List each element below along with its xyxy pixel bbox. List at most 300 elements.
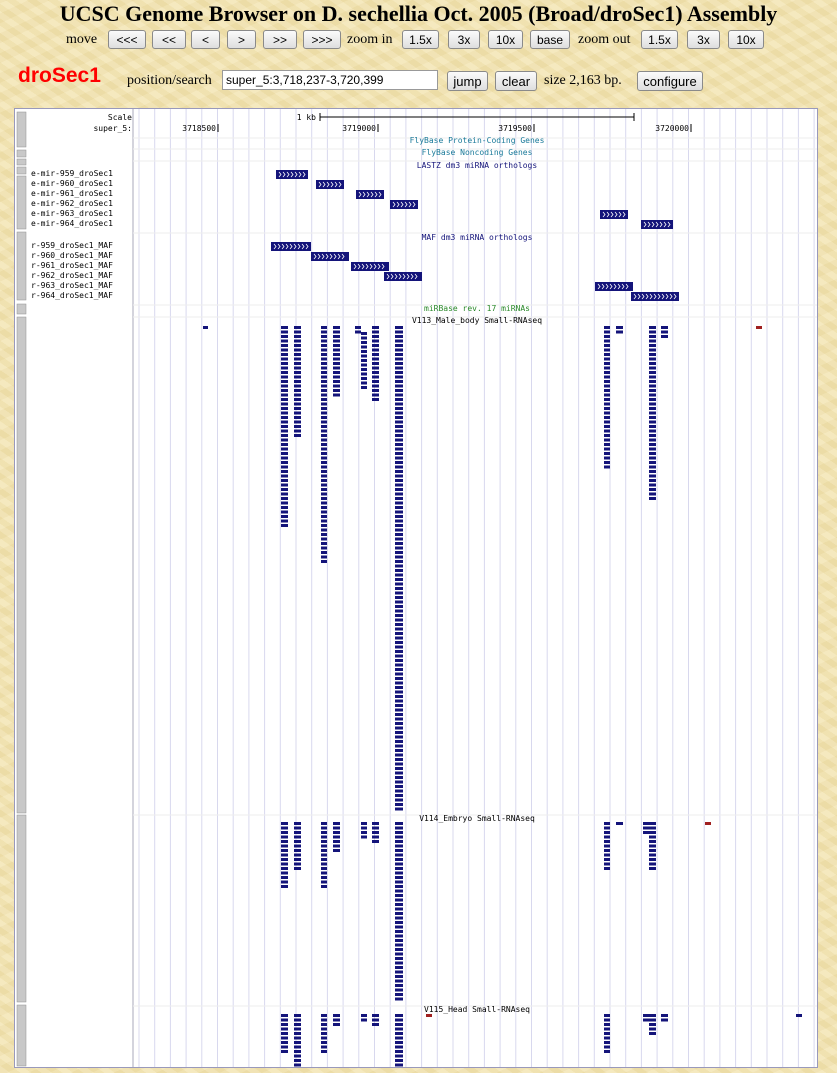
read-block: [395, 894, 403, 897]
read-block: [321, 854, 327, 857]
read-block: [294, 349, 301, 352]
read-block: [281, 443, 288, 446]
read-block: [361, 1014, 367, 1017]
read-block: [395, 358, 403, 361]
read-block: [604, 398, 610, 401]
read-block: [361, 350, 367, 353]
read-block: [321, 344, 327, 347]
read-block: [281, 831, 288, 834]
read-block: [281, 389, 288, 392]
read-block: [294, 845, 301, 848]
read-block: [395, 385, 403, 388]
read-block: [281, 326, 288, 329]
read-block: [604, 854, 610, 857]
read-block: [649, 425, 656, 428]
read-block: [395, 466, 403, 469]
read-block: [321, 1014, 327, 1017]
read-block: [294, 376, 301, 379]
read-block: [281, 863, 288, 866]
read-block: [604, 466, 610, 469]
maf-feature[interactable]: [351, 262, 389, 271]
move-step-left-button[interactable]: <: [191, 30, 220, 49]
read-block: [281, 367, 288, 370]
position-search-input[interactable]: [222, 70, 438, 90]
lastz-feature[interactable]: [356, 190, 384, 199]
read-block: [395, 799, 403, 802]
read-block: [321, 340, 327, 343]
read-block: [395, 989, 403, 992]
zoom-out-10x-button[interactable]: 10x: [728, 30, 764, 49]
read-block: [395, 776, 403, 779]
read-block: [395, 984, 403, 987]
read-block: [281, 331, 288, 334]
read-block: [321, 1019, 327, 1022]
read-block: [321, 1032, 327, 1035]
read-block: [604, 358, 610, 361]
read-block: [321, 515, 327, 518]
read-block: [395, 583, 403, 586]
read-block: [372, 371, 379, 374]
read-block: [395, 966, 403, 969]
read-block: [649, 497, 656, 500]
read-block: [395, 863, 403, 866]
read-block: [395, 569, 403, 572]
read-block: [395, 908, 403, 911]
move-far-left-button[interactable]: <<<: [108, 30, 146, 49]
read-block: [321, 421, 327, 424]
read-block: [321, 867, 327, 870]
read-block: [355, 326, 361, 329]
read-block: [294, 344, 301, 347]
lastz-feature[interactable]: [390, 200, 418, 209]
read-block: [649, 849, 656, 852]
move-left-button[interactable]: <<: [152, 30, 186, 49]
read-block: [395, 953, 403, 956]
read-block: [321, 371, 327, 374]
read-block: [395, 975, 403, 978]
zoom-base-button[interactable]: base: [530, 30, 570, 49]
read-block: [649, 1019, 656, 1022]
configure-button[interactable]: configure: [637, 71, 703, 91]
read-block: [333, 349, 340, 352]
read-block: [294, 398, 301, 401]
read-block: [649, 326, 656, 329]
read-block: [333, 331, 340, 334]
read-block: [604, 863, 610, 866]
read-block: [361, 382, 367, 385]
read-block: [395, 398, 403, 401]
read-block: [281, 1023, 288, 1026]
read-block: [395, 1055, 403, 1058]
read-block: [395, 840, 403, 843]
read-block: [395, 403, 403, 406]
read-block: [281, 849, 288, 852]
read-block: [372, 326, 379, 329]
jump-button[interactable]: jump: [447, 71, 488, 91]
read-block: [294, 827, 301, 830]
track-title-flybase-coding: FlyBase Protein-Coding Genes: [409, 136, 545, 145]
read-block: [395, 912, 403, 915]
read-block: [395, 849, 403, 852]
read-block: [321, 831, 327, 834]
read-block: [395, 836, 403, 839]
read-block: [333, 822, 340, 825]
read-block: [281, 1028, 288, 1031]
read-block: [395, 1050, 403, 1053]
ruler-tick-label: 3719000: [342, 124, 376, 133]
read-block: [395, 917, 403, 920]
read-block: [395, 754, 403, 757]
read-block: [321, 331, 327, 334]
read-block: [395, 713, 403, 716]
read-block: [294, 831, 301, 834]
position-search-label: position/search: [127, 73, 212, 88]
read-block: [294, 434, 301, 437]
read-block: [395, 646, 403, 649]
read-block: [395, 668, 403, 671]
read-block: [395, 695, 403, 698]
read-block: [372, 398, 379, 401]
read-block: [294, 416, 301, 419]
read-block: [294, 854, 301, 857]
read-block: [281, 520, 288, 523]
read-block: [333, 831, 340, 834]
size-text: size 2,163 bp.: [544, 73, 622, 88]
read-block: [361, 377, 367, 380]
read-block: [321, 1050, 327, 1053]
read-block: [294, 822, 301, 825]
read-block: [649, 836, 656, 839]
read-block: [395, 497, 403, 500]
read-block: [372, 1014, 379, 1017]
read-block: [372, 353, 379, 356]
read-block: [294, 367, 301, 370]
read-block: [395, 655, 403, 658]
read-block: [395, 691, 403, 694]
read-block: [649, 493, 656, 496]
read-block: [372, 376, 379, 379]
read-block: [395, 605, 403, 608]
read-block: [321, 448, 327, 451]
read-block: [395, 939, 403, 942]
read-block: [281, 515, 288, 518]
read-block: [395, 876, 403, 879]
read-block: [294, 840, 301, 843]
read-block: [395, 727, 403, 730]
read-block: [604, 367, 610, 370]
read-block: [294, 1041, 301, 1044]
read-block: [281, 430, 288, 433]
read-block: [395, 758, 403, 761]
read-block: [294, 867, 301, 870]
read-block: [604, 376, 610, 379]
read-block: [321, 461, 327, 464]
read-block: [333, 385, 340, 388]
read-block: [395, 592, 403, 595]
read-block: [294, 1037, 301, 1040]
read-block: [321, 470, 327, 473]
read-block: [604, 1014, 610, 1017]
maf-feature[interactable]: [384, 272, 422, 281]
read-block: [395, 511, 403, 514]
read-block: [294, 326, 301, 329]
read-block: [395, 899, 403, 902]
read-block: [649, 394, 656, 397]
read-block: [281, 876, 288, 879]
read-block: [395, 461, 403, 464]
read-block: [395, 529, 403, 532]
read-block: [294, 1059, 301, 1062]
read-block: [361, 373, 367, 376]
read-block: [604, 434, 610, 437]
read-block: [361, 346, 367, 349]
read-block: [395, 718, 403, 721]
read-block: [395, 452, 403, 455]
read-block: [395, 488, 403, 491]
read-block: [395, 926, 403, 929]
read-block: [294, 394, 301, 397]
read-block: [321, 822, 327, 825]
lastz-item-label: e-mir-960_droSec1: [31, 179, 113, 188]
read-block: [649, 1014, 656, 1017]
read-block: [395, 677, 403, 680]
read-block: [643, 831, 649, 834]
read-block: [333, 362, 340, 365]
maf-item-label: r-961_droSec1_MAF: [31, 261, 113, 270]
lastz-item-label: e-mir-962_droSec1: [31, 199, 113, 208]
read-block: [395, 930, 403, 933]
read-block: [395, 601, 403, 604]
read-block: [649, 434, 656, 437]
read-block: [321, 425, 327, 428]
track-display: [15, 109, 818, 1068]
read-block: [395, 745, 403, 748]
read-block: [361, 822, 367, 825]
read-block: [649, 358, 656, 361]
read-block: [321, 556, 327, 559]
lastz-item-label: e-mir-961_droSec1: [31, 189, 113, 198]
read-block: [604, 349, 610, 352]
read-block: [604, 385, 610, 388]
move-right-button[interactable]: >>: [263, 30, 297, 49]
read-block: [643, 822, 649, 825]
read-block: [294, 1019, 301, 1022]
read-block: [649, 475, 656, 478]
read-block: [649, 484, 656, 487]
read-block: [321, 376, 327, 379]
lastz-feature[interactable]: [316, 180, 344, 189]
read-block: [281, 1046, 288, 1049]
read-block: [281, 827, 288, 830]
read-block-highlight: [756, 326, 762, 329]
read-block: [321, 876, 327, 879]
read-block: [395, 349, 403, 352]
read-block: [321, 488, 327, 491]
read-block: [321, 560, 327, 563]
read-block: [395, 578, 403, 581]
maf-feature[interactable]: [595, 282, 633, 291]
read-block-highlight: [705, 822, 711, 825]
read-block: [321, 547, 327, 550]
clear-button[interactable]: clear: [495, 71, 537, 91]
read-block: [294, 371, 301, 374]
read-block: [321, 358, 327, 361]
read-block: [372, 831, 379, 834]
read-block: [649, 421, 656, 424]
read-block: [395, 520, 403, 523]
read-block: [604, 840, 610, 843]
read-block: [395, 353, 403, 356]
read-block: [649, 1023, 656, 1026]
read-block: [372, 1023, 379, 1026]
read-block: [604, 858, 610, 861]
read-block: [395, 700, 403, 703]
read-block: [294, 1046, 301, 1049]
read-block: [604, 831, 610, 834]
read-block: [361, 827, 367, 830]
read-block: [395, 434, 403, 437]
read-block: [395, 565, 403, 568]
read-block: [395, 921, 403, 924]
read-block: [333, 836, 340, 839]
move-far-right-button[interactable]: >>>: [303, 30, 341, 49]
read-block: [395, 890, 403, 893]
read-block: [321, 349, 327, 352]
read-block: [395, 822, 403, 825]
read-block: [604, 1046, 610, 1049]
read-block: [395, 367, 403, 370]
track-title-mirbase: miRBase rev. 17 miRNAs: [424, 304, 530, 313]
read-block: [604, 448, 610, 451]
track-title-maf: MAF dm3 miRNA orthologs: [421, 233, 533, 242]
read-block: [281, 867, 288, 870]
maf-feature[interactable]: [271, 242, 311, 251]
read-block: [395, 448, 403, 451]
read-block: [333, 344, 340, 347]
read-block: [372, 822, 379, 825]
zoom-out-1-5x-button[interactable]: 1.5x: [641, 30, 678, 49]
read-block: [321, 385, 327, 388]
read-block: [321, 533, 327, 536]
read-block: [616, 331, 623, 334]
read-block: [372, 389, 379, 392]
read-block: [604, 1050, 610, 1053]
read-block: [372, 367, 379, 370]
read-block: [281, 425, 288, 428]
read-block: [372, 335, 379, 338]
read-block: [281, 466, 288, 469]
read-block: [649, 1032, 656, 1035]
read-block: [395, 416, 403, 419]
move-step-right-button[interactable]: >: [227, 30, 256, 49]
read-block: [294, 430, 301, 433]
read-block: [294, 849, 301, 852]
read-block: [395, 767, 403, 770]
read-block: [333, 1019, 340, 1022]
read-block: [294, 1064, 301, 1067]
read-block: [661, 326, 668, 329]
read-block: [281, 470, 288, 473]
track-title-lastz: LASTZ dm3 miRNA orthologs: [416, 161, 538, 170]
read-block: [604, 822, 610, 825]
read-block: [372, 340, 379, 343]
read-block: [321, 430, 327, 433]
read-block: [395, 542, 403, 545]
maf-feature[interactable]: [311, 252, 349, 261]
read-block: [294, 1014, 301, 1017]
read-block: [395, 371, 403, 374]
read-block: [649, 867, 656, 870]
zoom-out-3x-button[interactable]: 3x: [687, 30, 720, 49]
read-block: [395, 704, 403, 707]
read-block: [395, 574, 403, 577]
read-block: [281, 854, 288, 857]
read-block: [395, 439, 403, 442]
read-block: [395, 430, 403, 433]
read-block: [661, 1014, 668, 1017]
read-block: [294, 385, 301, 388]
read-block: [649, 380, 656, 383]
read-block: [281, 524, 288, 527]
read-block: [604, 1041, 610, 1044]
read-block: [333, 849, 340, 852]
read-block: [361, 386, 367, 389]
zoom-in-label: zoom in: [347, 32, 393, 47]
read-block: [604, 407, 610, 410]
lastz-feature[interactable]: [600, 210, 628, 219]
read-block: [643, 1019, 649, 1022]
move-label: move: [66, 32, 98, 47]
zoom-in-3x-button[interactable]: 3x: [448, 30, 480, 49]
read-block: [661, 331, 668, 334]
read-block: [649, 403, 656, 406]
read-block: [649, 488, 656, 491]
read-block: [372, 344, 379, 347]
read-block: [604, 371, 610, 374]
read-block: [281, 421, 288, 424]
zoom-in-1-5x-button[interactable]: 1.5x: [402, 30, 439, 49]
read-block: [333, 376, 340, 379]
read-block: [604, 416, 610, 419]
read-block: [604, 326, 610, 329]
read-block: [395, 1064, 403, 1067]
read-block: [281, 502, 288, 505]
track-title-v115: V115_Head Small-RNAseq: [424, 1005, 530, 1014]
genome-browser-image[interactable]: [14, 108, 818, 1068]
read-block: [372, 331, 379, 334]
read-block: [395, 1059, 403, 1062]
read-block: [333, 371, 340, 374]
read-block: [395, 637, 403, 640]
read-block: [395, 533, 403, 536]
lastz-item-label: e-mir-959_droSec1: [31, 169, 113, 178]
read-block: [281, 1041, 288, 1044]
read-block: [333, 389, 340, 392]
zoom-in-10x-button[interactable]: 10x: [488, 30, 523, 49]
read-block: [649, 344, 656, 347]
read-block: [395, 479, 403, 482]
read-block: [649, 353, 656, 356]
read-block: [395, 475, 403, 478]
read-block: [604, 344, 610, 347]
read-block: [361, 355, 367, 358]
read-block: [281, 376, 288, 379]
read-block: [321, 511, 327, 514]
track-title-v113: V113_Male_body Small-RNAseq: [411, 316, 543, 325]
read-block: [294, 340, 301, 343]
read-block: [395, 412, 403, 415]
read-block: [361, 368, 367, 371]
